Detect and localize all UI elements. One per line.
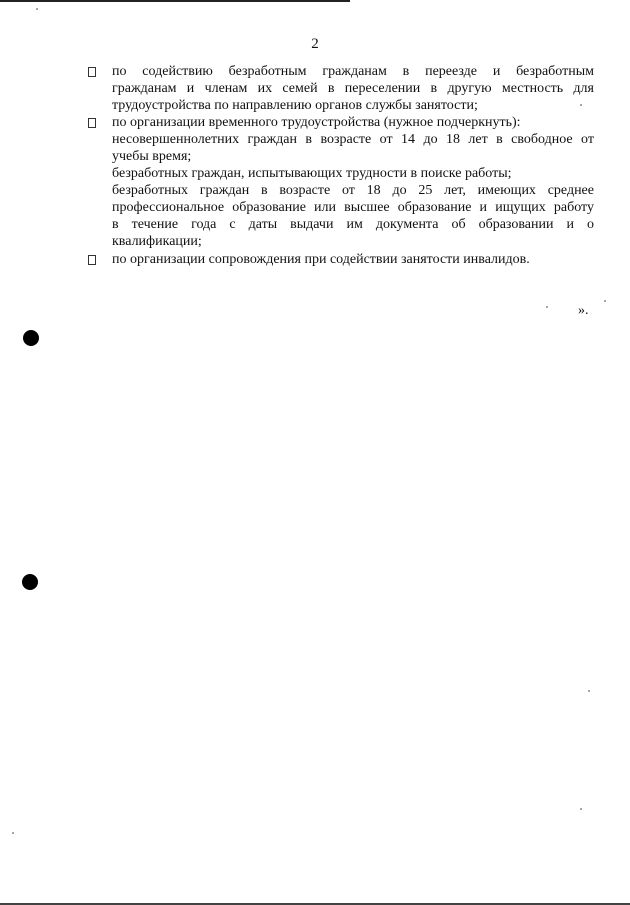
list-item-disabled-support [82, 251, 594, 268]
services-checklist [82, 63, 594, 268]
scan-speck [546, 306, 548, 308]
item-text-line: гражданам и членам их семей в переселении в другую местность для [112, 81, 594, 96]
item-text-line: профессиональное образование или высшее образование и ищущих работу [112, 200, 594, 215]
list-item-temporary-employment [82, 114, 594, 250]
item-text-line: в течение года с даты выдачи им документа об образовании и о [112, 217, 594, 232]
page-number: 2 [311, 36, 319, 52]
scan-speck [36, 8, 38, 10]
item-text-line: безработных граждан в возрасте от 18 до 25 лет, имеющих среднее [112, 183, 594, 198]
item-text-line: несовершеннолетних граждан в возрасте от 14 до 18 лет в свободное от [112, 132, 594, 147]
item-text-line: по содействию безработным гражданам в переезде и безработным [112, 64, 594, 79]
scan-speck [580, 808, 582, 810]
checkbox-relocation[interactable] [88, 67, 96, 77]
item-text-line: по организации сопровождения при содействии занятости инвалидов. [112, 252, 530, 267]
item-text-line: по организации временного трудоустройства (нужное подчеркнуть): [112, 115, 521, 130]
item-text-line: учебы время; [112, 149, 192, 164]
closing-quote: ». [578, 303, 589, 318]
checkbox-temporary-employment[interactable] [88, 118, 96, 128]
item-text-line: трудоустройства по направлению органов службы занятости; [112, 98, 478, 113]
scan-speck [604, 300, 606, 302]
list-item-relocation [82, 63, 594, 114]
punch-hole-icon [23, 330, 39, 346]
item-text-line: квалификации; [112, 234, 202, 249]
checkbox-disabled-support[interactable] [88, 255, 96, 265]
scan-edge-top [0, 0, 350, 2]
scan-speck [580, 104, 582, 106]
scan-speck [12, 832, 14, 834]
item-text-line: безработных граждан, испытывающих трудности в поиске работы; [112, 166, 512, 181]
punch-hole-icon [22, 574, 38, 590]
scan-speck [588, 690, 590, 692]
